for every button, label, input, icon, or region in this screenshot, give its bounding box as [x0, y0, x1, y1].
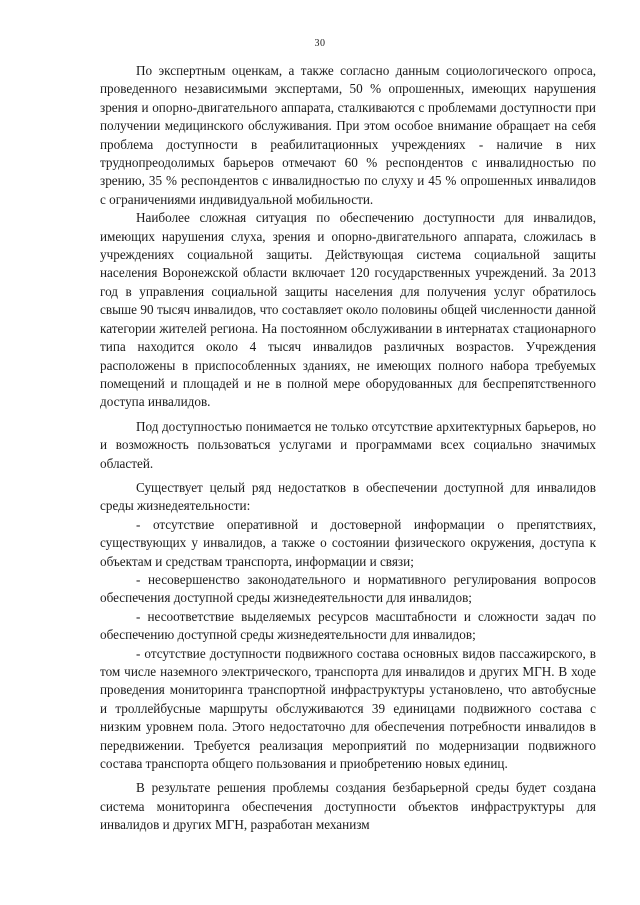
paragraph-shortcomings-intro: Существует целый ряд недостатков в обеспечении доступной для инвалидов среды жизнедеятельности: [100, 479, 596, 514]
list-item-information: - отсутствие оперативной и достоверной информации о препятствиях, существующих у инвалидов, а также о состоянии физического окружения, доступа к объектам и средствам транспорта, информации и связи; [100, 516, 596, 569]
list-item-resources: - несоответствие выделяемых ресурсов масштабности и сложности задач по обеспечению доступной среды жизнедеятельности для инвалидов; [100, 608, 596, 643]
paragraph-expert-assessment: По экспертным оценкам, а также согласно данным социологического опроса, проведенного независимыми экспертами, 50 % опрошенных, имеющих нарушения зрения и опорно-двигательного аппарата, сталкиваются с проблемами доступности при получении медицинского обслуживания. При этом особое внимание обращает на себя проблема доступности в реабилитационных учреждениях - наличие в них труднопреодолимых барьеров отмечают 60 % респондентов с инвалидностью по зрению, 35 % респондентов с инвалидностью по слуху и 45 % опрошенных инвалидов с ограничениями индивидуальной мобильности. [100, 63, 596, 207]
document-body [100, 62, 596, 835]
page-number: 30 [314, 38, 326, 49]
list-item-transport: - отсутствие доступности подвижного состава основных видов пассажирского, в том числе наземного электрического, транспорта для инвалидов и других МГН. В ходе проведения мониторинга транспортной инфраструктуры установлено, что автобусные и троллейбусные маршруты обслуживаются 39 единицами подвижного состава с низким уровнем пола. Этого недостаточно для обеспечения потребности инвалидов в передвижении. Требуется реализация мероприятий по модернизации подвижного состава транспорта общего пользования и приобретению новых единиц. [100, 645, 596, 772]
list-item-legislation: - несовершенство законодательного и нормативного регулирования вопросов обеспечения доступной среды жизнедеятельности для инвалидов; [100, 571, 596, 606]
paragraph-results: В результате решения проблемы создания безбарьерной среды будет создана система мониторинга обеспечения доступности объектов инфраструктуры для инвалидов и других МГН, разработан механизм [100, 780, 596, 833]
paragraph-social-protection: Наиболее сложная ситуация по обеспечению доступности для инвалидов, имеющих нарушения слуха, зрения и опорно-двигательного аппарата, сложилась в учреждениях социальной защиты. Действующая система социальной защиты населения Воронежской области включает 120 государственных учреждений. За 2013 год в управления социальной защиты населения для получения услуг обратилось свыше 90 тысяч инвалидов, что составляет около половины общей численности данной категории жителей региона. На постоянном обслуживании в интернатах стационарного типа находится около 4 тысяч инвалидов различных возрастов. Учреждения расположены в приспособленных зданиях, не имеющих полного набора требуемых помещений и площадей и не в полной мере оборудованных для беспрепятственного доступа инвалидов. [100, 210, 596, 410]
paragraph-accessibility-definition: Под доступностью понимается не только отсутствие архитектурных барьеров, но и возможность пользоваться услугами и программами всех социально значимых областей. [100, 418, 596, 471]
